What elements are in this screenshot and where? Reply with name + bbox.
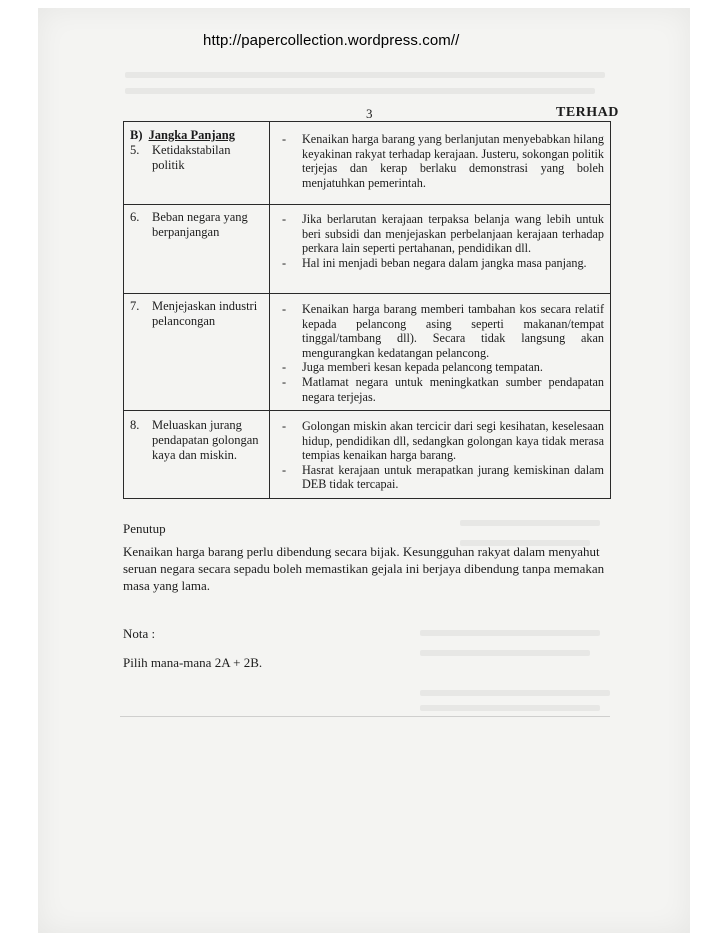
content-table bbox=[123, 121, 611, 499]
row-topic-line: kaya dan miskin. bbox=[152, 448, 238, 462]
bleed-through-mark bbox=[125, 72, 605, 78]
bullet-text: Kenaikan harga barang yang berlanjutan menyebabkan hilang keyakinan rakyat terhadap kerajaan. Justeru, sokongan politik terjejas dan kerap berlaku demonstrasi yang boleh menjatuhkan pemerintah. bbox=[302, 132, 604, 190]
dash-marker: - bbox=[282, 212, 287, 226]
row-topic-line: Meluaskan jurang bbox=[152, 418, 242, 432]
row-number: 8. bbox=[130, 418, 140, 432]
row-5-points bbox=[282, 132, 604, 190]
row-topic-line: berpanjangan bbox=[152, 225, 220, 239]
bleed-through-mark bbox=[460, 520, 600, 526]
row-6-points bbox=[282, 212, 604, 270]
bleed-through-mark bbox=[420, 690, 610, 696]
section-heading bbox=[130, 128, 266, 143]
bleed-through-mark bbox=[420, 630, 600, 636]
section-title: Jangka Panjang bbox=[148, 128, 235, 142]
dash-marker: - bbox=[282, 462, 287, 477]
closing-paragraph: Kenaikan harga barang perlu dibendung secara bijak. Kesungguhan rakyat dalam menyahut seruan negara secara sepadu boleh memastikan gejala ini berjaya dibendung tanpa memakan masa yang lama. bbox=[123, 544, 605, 593]
row-5-label bbox=[130, 128, 266, 173]
dash-marker: - bbox=[282, 132, 287, 146]
page-number: 3 bbox=[366, 106, 373, 121]
row-topic-line: pendapatan golongan bbox=[152, 433, 259, 447]
row-6-label bbox=[130, 210, 266, 240]
row-topic bbox=[130, 299, 266, 329]
row-topic bbox=[130, 418, 266, 463]
bullet-text: Hasrat kerajaan untuk merapatkan jurang kemiskinan dalam DEB tidak tercapai. bbox=[302, 462, 604, 492]
row-number: 6. bbox=[130, 210, 140, 224]
bleed-through-mark bbox=[420, 650, 590, 656]
row-number: 7. bbox=[130, 299, 140, 313]
watermark-url: http://papercollection.wordpress.com// bbox=[203, 32, 460, 49]
dash-marker: - bbox=[282, 255, 287, 270]
dash-marker: - bbox=[282, 374, 287, 389]
row-7-points bbox=[282, 302, 604, 404]
row-divider bbox=[124, 410, 610, 411]
dash-marker: - bbox=[282, 419, 287, 433]
row-8-label bbox=[130, 418, 266, 463]
row-topic-line: pelancongan bbox=[152, 314, 216, 328]
faint-rule bbox=[120, 716, 610, 717]
row-topic bbox=[130, 210, 266, 240]
row-topic bbox=[130, 143, 266, 173]
bullet-point bbox=[282, 302, 604, 360]
bullet-text: Jika berlarutan kerajaan terpaksa belanja wang lebih untuk beri subsidi dan menjejaskan perbelanjaan kerajaan terhadap perkara lain seperti pertahanan, pendidikan dll. bbox=[302, 212, 604, 256]
bullet-text: Hal ini menjadi beban negara dalam jangka masa panjang. bbox=[302, 255, 587, 270]
dash-marker: - bbox=[282, 360, 287, 375]
row-topic-line: Beban negara yang bbox=[152, 210, 248, 224]
note-heading: Nota : bbox=[123, 626, 156, 641]
bullet-point bbox=[282, 132, 604, 190]
closing-heading: Penutup bbox=[123, 521, 166, 536]
bleed-through-mark bbox=[125, 88, 595, 94]
row-8-points bbox=[282, 419, 604, 492]
row-7-label bbox=[130, 299, 266, 329]
bleed-through-mark bbox=[420, 705, 600, 711]
bullet-text: Juga memberi kesan kepada pelancong tempatan. bbox=[302, 360, 543, 375]
column-divider bbox=[269, 122, 270, 498]
row-number: 5. bbox=[130, 143, 140, 157]
classification-label: TERHAD bbox=[556, 105, 619, 120]
section-label: B) bbox=[130, 128, 143, 142]
bullet-point bbox=[282, 375, 604, 404]
bullet-point bbox=[282, 360, 604, 375]
bullet-point bbox=[282, 256, 604, 271]
bullet-text: Matlamat negara untuk meningkatkan sumber pendapatan negara terjejas. bbox=[302, 374, 604, 404]
bullet-text: Golongan miskin akan tercicir dari segi kesihatan, keselesaan hidup, pendidikan dll, sedangkan golongan kaya tidak merasa tempias kenaikan harga barang. bbox=[302, 419, 604, 463]
row-topic-line: politik bbox=[152, 158, 185, 172]
note-text: Pilih mana-mana 2A + 2B. bbox=[123, 655, 263, 670]
row-topic-line: Ketidakstabilan bbox=[152, 143, 231, 157]
row-topic-line: Menjejaskan industri bbox=[152, 299, 258, 313]
bullet-text: Kenaikan harga barang memberi tambahan kos secara relatif kepada pelancong asing seperti makanan/tempat tinggal/tambang dll). Secara tidak langsung akan mengurangkan kedatangan pelancong. bbox=[302, 302, 604, 360]
bullet-point bbox=[282, 463, 604, 492]
bullet-point bbox=[282, 419, 604, 463]
bullet-point bbox=[282, 212, 604, 256]
row-divider bbox=[124, 204, 610, 205]
row-divider bbox=[124, 293, 610, 294]
dash-marker: - bbox=[282, 302, 287, 316]
